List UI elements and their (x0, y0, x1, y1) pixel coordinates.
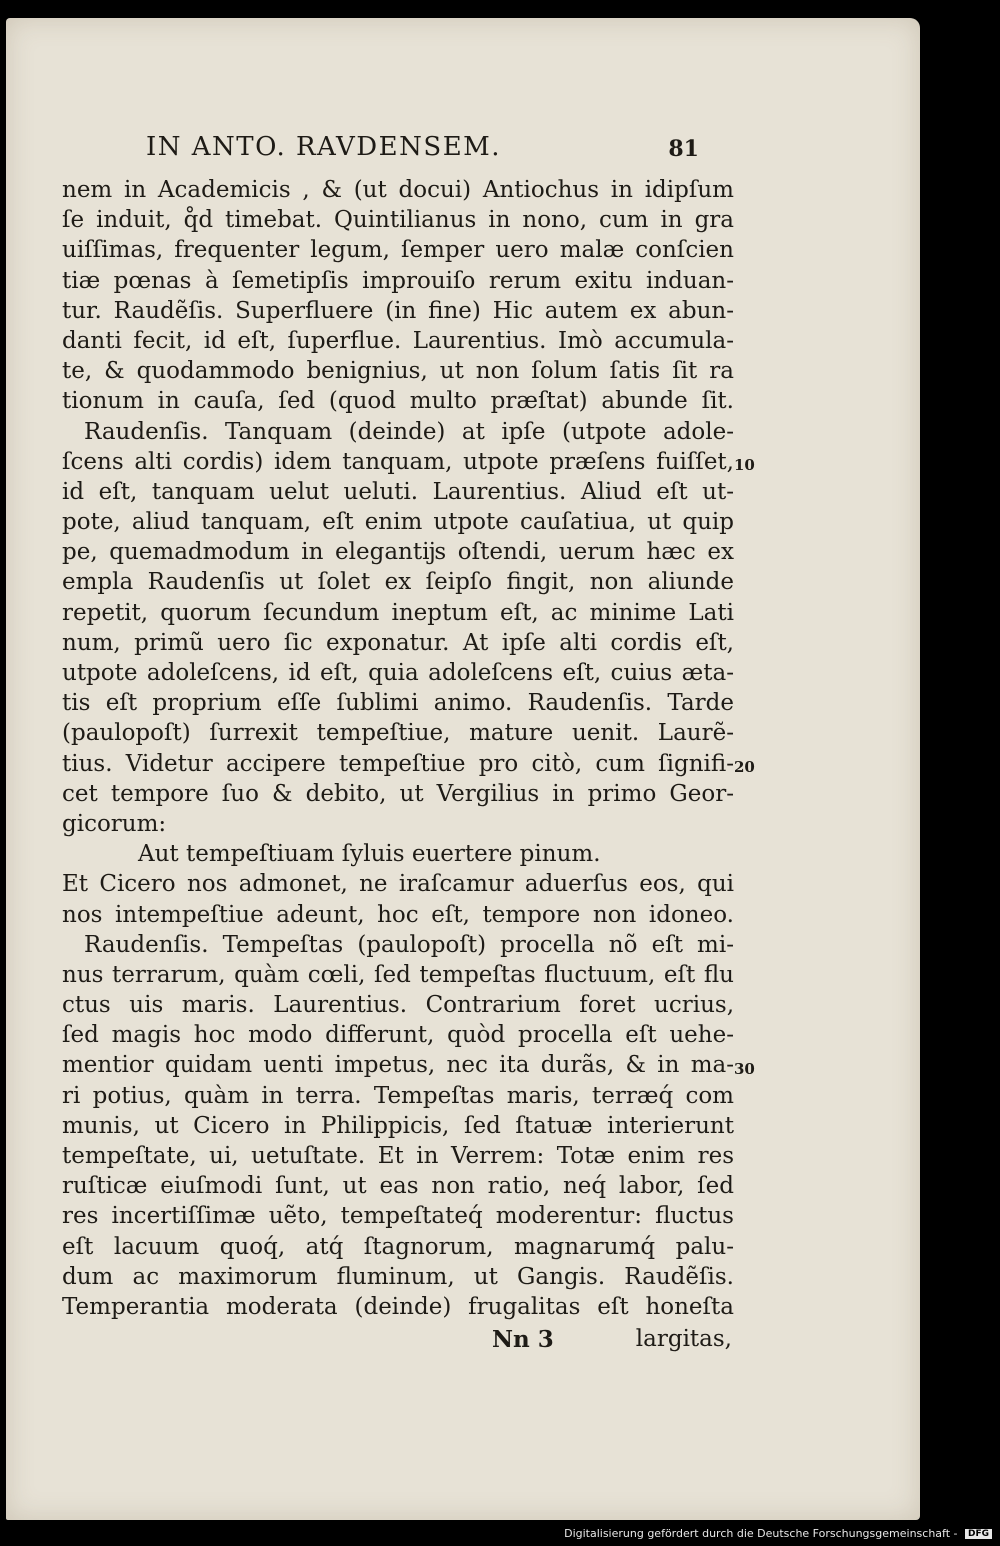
catchword: largitas, (635, 1326, 732, 1352)
text-line: tiæ pœnas à ſemetipſis improuiſo rerum exitu induan- (62, 267, 734, 294)
text-block (62, 175, 734, 1322)
text-line: ſed magis hoc modo differunt, quòd procella eſt uehe- (62, 1022, 734, 1049)
text-line: id eſt, tanquam uelut ueluti. Laurentius. Aliud eſt ut- (62, 478, 734, 505)
text-line: Et Cicero nos admonet, ne iraſcamur aduerſus eos, qui (62, 871, 734, 898)
text-line: (paulopoſt) ſurrexit tempeſtiue, mature uenit. Laurẽ- (62, 720, 734, 747)
text-line: Raudenſis. Tanquam (deinde) at ipſe (utpote adole- (84, 418, 734, 445)
margin-line-number: 20 (734, 758, 755, 776)
text-line: mentior quidam uenti impetus, nec ita durãs, & in ma- (62, 1052, 734, 1079)
text-line: ruſticæ eiuſmodi ſunt, ut eas non ratio, neq́ labor, ſed (62, 1173, 734, 1200)
text-line: Raudenſis. Tempeſtas (paulopoſt) procella nõ eſt mi- (84, 931, 734, 958)
signature-mark: Nn 3 (492, 1326, 554, 1353)
text-line: utpote adoleſcens, id eſt, quia adoleſcens eſt, cuius æta- (62, 660, 734, 686)
text-line: munis, ut Cicero in Philippicis, ſed ſtatuæ interierunt (62, 1112, 734, 1139)
text-line: uiſſimas, frequenter legum, ſemper uero malæ conſcien (62, 237, 734, 264)
margin-line-number: 30 (734, 1060, 755, 1078)
text-line: Temperantia moderata (deinde) frugalitas eſt honeſta (62, 1293, 734, 1320)
book-page (6, 18, 920, 1520)
text-line: empla Raudenſis ut ſolet ex ſeipſo fingit, non aliunde (62, 569, 734, 596)
text-line: tionum in cauſa, ſed (quod multo præſtat) abunde ſit. (62, 388, 734, 415)
text-line: tempeſtate, ui, uetuſtate. Et in Verrem: Totæ enim res (62, 1143, 734, 1169)
text-line: danti fecit, id eſt, ſuperflue. Laurentius. Imò accumula- (62, 327, 734, 354)
page-footer (492, 1326, 732, 1360)
text-line: ſe induit, q̊d timebat. Quintilianus in nono, cum in gra (62, 207, 734, 234)
text-line: nus terrarum, quàm cœli, ſed tempeſtas fluctuum, eſt flu (62, 961, 734, 988)
credit-text: Digitalisierung gefördert durch die Deutsche Forschungsgemeinschaft - (564, 1527, 958, 1540)
text-line: nem in Academicis , & (ut docui) Antiochus in idipſum (62, 177, 734, 203)
text-line: ctus uis maris. Laurentius. Contrarium foret ucrius, (62, 992, 734, 1019)
text-line: ſcens alti cordis) idem tanquam, utpote præſens fuiſſet, (62, 448, 734, 475)
text-line: pe, quemadmodum in elegantĳs oſtendi, uerum hæc ex (62, 539, 734, 566)
margin-line-number: 10 (734, 456, 755, 474)
text-line: gicorum: (62, 810, 167, 837)
text-line: nos intempeſtiue adeunt, hoc eſt, tempore non idoneo. (62, 901, 734, 928)
text-line: pote, aliud tanquam, eſt enim utpote cauſatiua, ut quip (62, 509, 734, 536)
text-line: cet tempore ſuo & debito, ut Vergilius in primo Geor- (62, 780, 734, 807)
text-line: tur. Raudẽſis. Superfluere (in fine) Hic autem ex abun- (62, 297, 734, 324)
dfg-logo-icon: DFG (965, 1529, 992, 1539)
text-line: ri potius, quàm in terra. Tempeſtas maris, terræq́ com (62, 1082, 734, 1109)
text-line: te, & quodammodo benignius, ut non ſolum ſatis ſit ra (62, 358, 734, 385)
text-line: eſt lacuum quoq́, atq́ ſtagnorum, magnarumq́ palu- (62, 1233, 734, 1260)
text-line: tis eſt proprium eſſe ſublimi animo. Raudenſis. Tarde (62, 690, 734, 717)
digitization-credit (564, 1527, 992, 1540)
text-line: dum ac maximorum fluminum, ut Gangis. Raudẽſis. (62, 1263, 734, 1290)
verse-quote-line: Aut tempeſtiuam ſyluis euertere pinum. (138, 841, 601, 868)
text-line: num, primũ uero ſic exponatur. At ipſe alti cordis eſt, (62, 629, 734, 656)
text-line: res incertiſſimæ uẽto, tempeſtateq́ moderentur: fluctus (62, 1203, 734, 1230)
running-head: IN ANTO. RAVDENSEM. (146, 132, 502, 162)
page-header (146, 126, 721, 170)
text-line: tius. Videtur accipere tempeſtiue pro citò, cum ſignifi- (62, 750, 734, 777)
text-line: repetit, quorum ſecundum ineptum eſt, ac minime Lati (62, 599, 734, 626)
folio-number: 81 (668, 136, 699, 162)
